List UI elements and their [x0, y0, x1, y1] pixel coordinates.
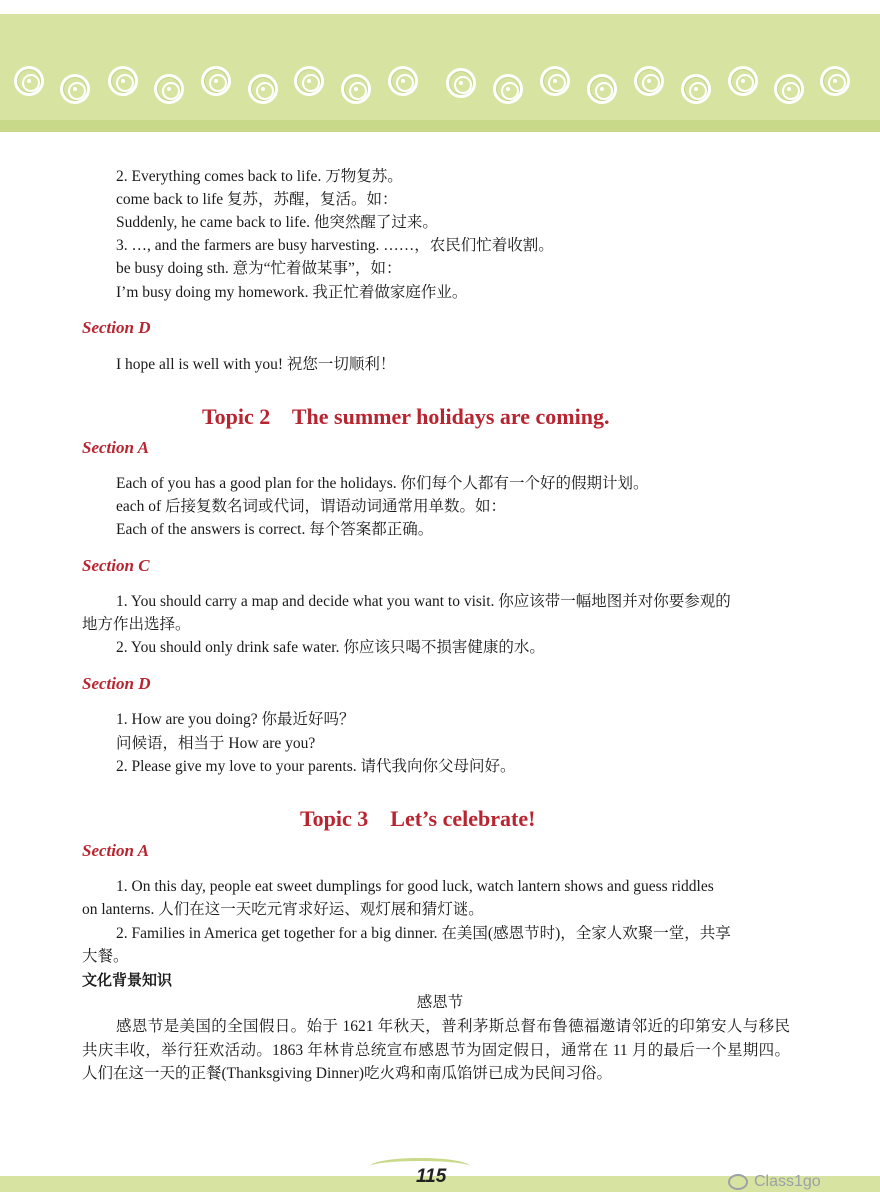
note-line: 2. You should only drink safe water. 你应该只喝不损害健康的水。: [116, 639, 545, 656]
culture-title: 感恩节: [416, 994, 464, 1011]
culture-heading: 文化背景知识: [82, 971, 173, 989]
note-line: 3. …, and the farmers are busy harvesting. ……，农民们忙着收割。: [116, 237, 554, 254]
ring-ornament-icon: [14, 66, 44, 96]
ring-ornament-icon: [60, 74, 90, 104]
note-line: 1. How are you doing? 你最近好吗？: [116, 711, 355, 728]
section-heading: Section A: [82, 841, 149, 860]
note-line: on lanterns. 人们在这一天吃元宵求好运、观灯展和猜灯谜。: [82, 901, 484, 918]
ring-ornament-icon: [587, 74, 617, 104]
note-line: Each of you has a good plan for the holidays. 你们每个人都有一个好的假期计划。: [116, 475, 649, 492]
ring-ornament-icon: [446, 68, 476, 98]
ring-ornament-icon: [634, 66, 664, 96]
ring-ornament-icon: [108, 66, 138, 96]
topic-title: Topic 3 Let’s celebrate!: [300, 806, 536, 831]
ring-ornament-icon: [388, 66, 418, 96]
ring-ornament-icon: [201, 66, 231, 96]
note-line: 2. Families in America get together for a big dinner. 在美国(感恩节时)，全家人欢聚一堂，共享: [116, 925, 731, 942]
note-line: be busy doing sth. 意为“忙着做某事”，如：: [116, 260, 402, 277]
ring-ornament-icon: [820, 66, 850, 96]
note-line: Each of the answers is correct. 每个答案都正确。: [116, 521, 434, 538]
watermark-text: Class1go: [754, 1173, 821, 1190]
ring-ornament-icon: [681, 74, 711, 104]
ring-ornament-icon: [341, 74, 371, 104]
note-line: 1. On this day, people eat sweet dumplings for good luck, watch lantern shows and guess riddles: [116, 878, 714, 895]
note-line: 大餐。: [82, 948, 129, 965]
section-heading: Section D: [82, 674, 151, 693]
note-line: Suddenly, he came back to life. 他突然醒了过来。: [116, 214, 438, 231]
note-line: come back to life 复苏，苏醒，复活。如：: [116, 191, 398, 208]
topic-title: Topic 2 The summer holidays are coming.: [202, 404, 610, 429]
ring-ornament-icon: [774, 74, 804, 104]
note-line: 问候语，相当于 How are you?: [116, 735, 316, 752]
note-line: I’m busy doing my homework. 我正忙着做家庭作业。: [116, 284, 468, 301]
note-line: I hope all is well with you! 祝您一切顺利！: [116, 356, 396, 373]
note-line: 2. Please give my love to your parents. 请代我向你父母问好。: [116, 758, 516, 775]
section-heading: Section A: [82, 438, 149, 457]
note-line: 1. You should carry a map and decide what you want to visit. 你应该带一幅地图并对你要参观的: [116, 593, 731, 610]
note-line: 2. Everything comes back to life. 万物复苏。: [116, 168, 403, 185]
ring-ornament-icon: [154, 74, 184, 104]
ring-ornament-icon: [540, 66, 570, 96]
header-band: [0, 0, 880, 132]
note-line: 地方作出选择。: [82, 616, 191, 633]
ring-ornament-icon: [728, 66, 758, 96]
section-heading: Section D: [82, 318, 151, 337]
culture-paragraph: 感恩节是美国的全国假日。始于 1621 年秋天，普利茅斯总督布鲁德福邀请邻近的印第安人与移民共庆丰收，举行狂欢活动。1863 年林肯总统宣布感恩节为固定假日，通常在 11 月的最后一个星期四。人们在这一天的正餐(Thanksgiving Dinner)吃火鸡和南瓜馅饼已成为民间习俗。: [82, 1018, 790, 1082]
page-number: 115: [416, 1166, 447, 1187]
wechat-icon: [728, 1174, 748, 1190]
ring-ornament-icon: [493, 74, 523, 104]
ring-ornament-icon: [248, 74, 278, 104]
section-heading: Section C: [82, 556, 150, 575]
note-line: each of 后接复数名词或代词，谓语动词通常用单数。如：: [116, 498, 507, 515]
ring-ornament-icon: [294, 66, 324, 96]
watermark: [728, 1172, 821, 1192]
